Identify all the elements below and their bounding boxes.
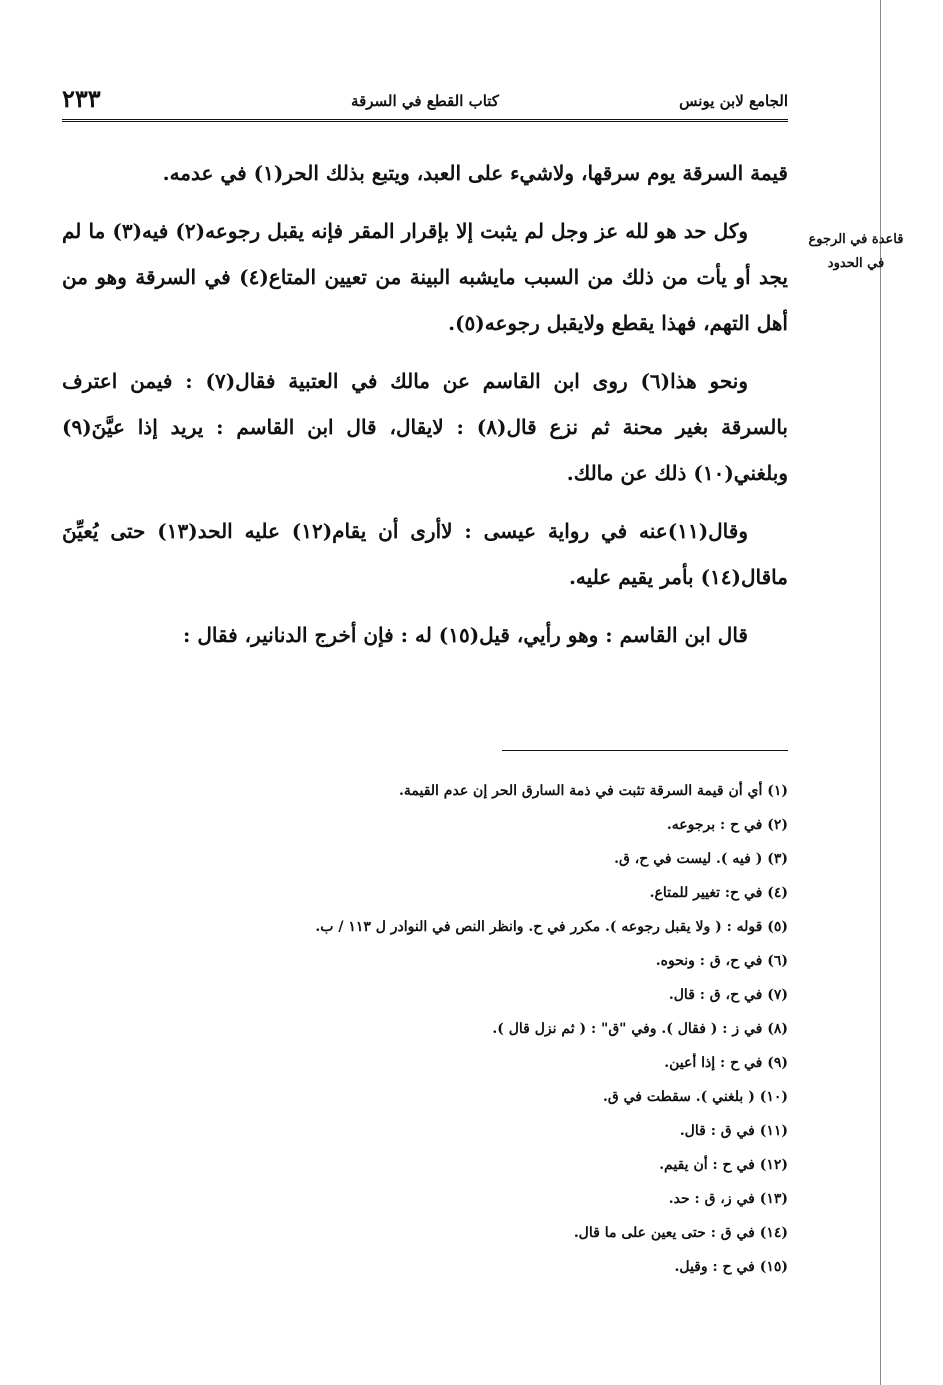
margin-note: قاعدة في الرجوع في الحدود	[808, 232, 904, 271]
paragraph: ونحو هذا(٦) روى ابن القاسم عن مالك في العتبية فقال(٧) : فيمن اعترف بالسرقة بغير محنة ثم نزع قال(٨) : لايقال، قال ابن القاسم : يريد إذا عيَّنَ(٩) وبلغني(١٠) ذلك عن مالك.	[62, 369, 788, 485]
page-edge-line	[880, 0, 881, 1385]
footnote: (١١) في ق : قال.	[679, 1123, 788, 1139]
paragraph: قيمة السرقة يوم سرقها، ولاشيء على العبد، ويتبع بذلك الحر(١) في عدمه.	[162, 161, 788, 185]
footnote: (٥) قوله : ( ولا يقبل رجوعه ). مكرر في ح. وانظر النص في النوادر ل ١١٣ / ب.	[315, 919, 788, 935]
footnote: (١٣) في ز، ق : حد.	[668, 1191, 788, 1207]
footnote: (١٢) في ح : أن يقيم.	[659, 1157, 788, 1173]
footnote: (٤) في ح: تغيير للمتاع.	[649, 885, 788, 901]
footnote-separator	[502, 750, 788, 751]
footnote: (١٠) ( بلغني ). سقطت في ق.	[603, 1089, 788, 1105]
paragraph: وقال(١١)عنه في رواية عيسى : لاأرى أن يقام(١٢) عليه الحد(١٣) حتى يُعيِّنَ ماقال(١٤) بأمر يقيم عليه.	[62, 519, 788, 589]
footnote: (١) أي أن قيمة السرقة تثبت في ذمة السارق الحر إن عدم القيمة.	[399, 783, 788, 799]
paragraph: قال ابن القاسم : وهو رأيي، قيل(١٥) له : فإن أخرج الدنانير، فقال :	[183, 623, 748, 647]
footnote: (٩) في ح : إذا أعين.	[664, 1055, 788, 1071]
running-head-book-title: الجامع لابن يونس	[679, 92, 788, 110]
page-header	[62, 84, 788, 118]
footnotes-list	[62, 774, 788, 1284]
footnote: (١٤) في ق : حتى يعين على ما قال.	[573, 1225, 788, 1241]
main-text	[62, 150, 788, 658]
header-rule	[62, 119, 788, 122]
running-head-chapter-title: كتاب القطع في السرقة	[351, 92, 499, 110]
footnote: (٨) في ز : ( فقال ). وفي "ق" : ( ثم نزل قال ).	[492, 1021, 788, 1037]
footnote: (٣) ( فيه ). ليست في ح، ق.	[614, 851, 788, 867]
paragraph: وكل حد هو لله عز وجل لم يثبت إلا بإقرار المقر فإنه يقبل رجوعه(٢) فيه(٣) ما لم يجد أو يأت من ذلك من السبب مايشبه البينة من تعيين المتاع(٤) في السرقة وهو من أهل التهم، فهذا يقطع ولايقبل رجوعه(٥).	[62, 219, 788, 335]
page-number: ٢٣٣	[62, 84, 101, 113]
footnote: (١٥) في ح : وقيل.	[674, 1259, 788, 1275]
footnote: (٧) في ح، ق : قال.	[668, 987, 788, 1003]
footnote: (٢) في ح : برجوعه.	[666, 817, 788, 833]
footnote: (٦) في ح، ق : ونحوه.	[655, 953, 788, 969]
